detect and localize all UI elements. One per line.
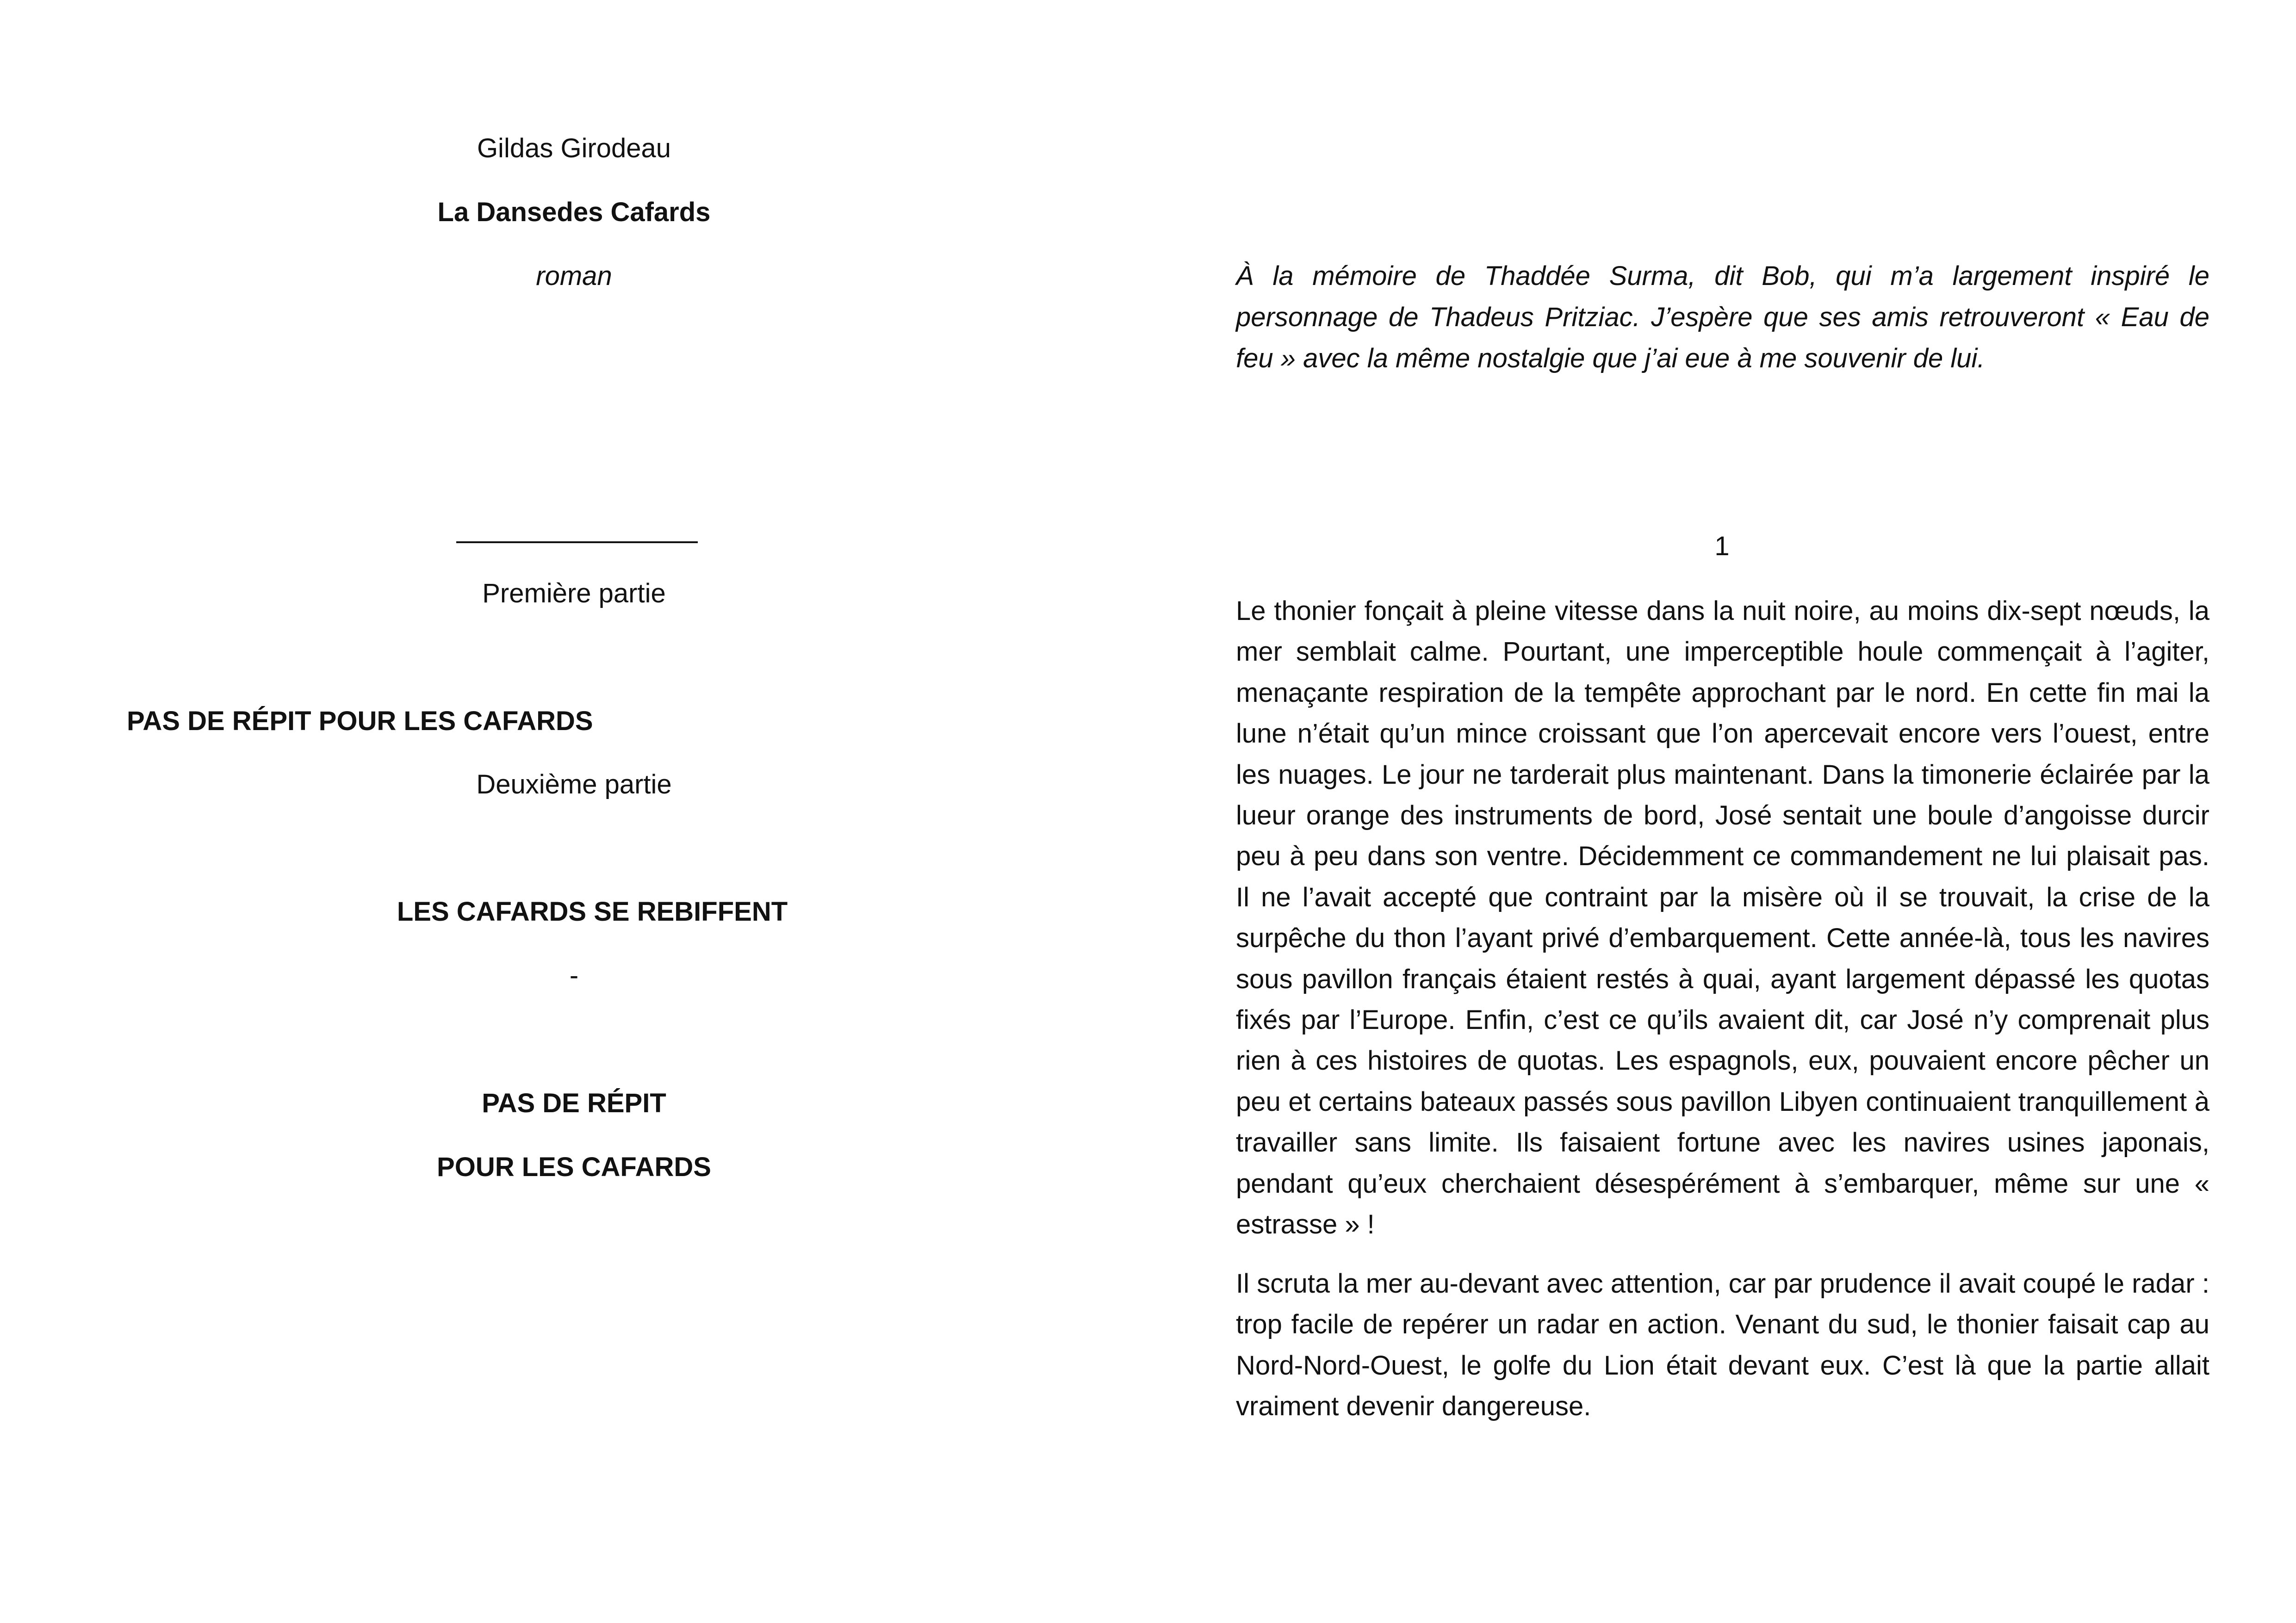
part3-title-line1: PAS DE RÉPIT <box>482 1088 666 1118</box>
part3-title-line2: POUR LES CAFARDS <box>437 1152 711 1182</box>
book-genre: roman <box>536 261 612 291</box>
author-name: Gildas Girodeau <box>477 133 671 163</box>
part2-label: Deuxième partie <box>476 769 672 799</box>
dash-separator: - <box>569 960 579 991</box>
body-paragraph-2: Il scruta la mer au-devant avec attention, car par prudence il avait coupé le radar : trop facile de repérer un radar en action. Venant du sud, le thonier faisait cap au Nord-Nord-Ouest, le golfe du Lion était devant eux. C’est là que la partie allait vraiment devenir dangereuse. <box>1236 1269 2209 1422</box>
body-paragraph-1: Le thonier fonçait à pleine vitesse dans la nuit noire, au moins dix-sept nœuds, la mer semblait calme. Pourtant, une imperceptible houle commençait à l’agiter, menaçante respiration de la tempête approchant par le nord. En cette fin mai la lune n’était qu’un mince croissant que l’on apercevait encore vers l’ouest, entre les nuages. Le jour ne tarderait plus maintenant. Dans la timonerie éclairée par la lueur orange des instruments de bord, José sentait une boule d’angoisse durcir peu à peu dans son ventre. Décidemment ce commandement ne lui plaisait pas. Il ne l’avait accepté que contraint par la misère où il se trouvait, la crise de la surpêche du thon l’ayant privé d’embarquement. Cette année-là, tous les navires sous pavillon français étaient restés à quai, ayant largement dépassé les quotas fixés par l’Europe. Enfin, c’est ce qu’ils avaient dit, car José n’y comprenait plus rien à ces histoires de quotas. Les espagnols, eux, pouvaient encore pêcher un peu et certains bateaux passés sous pavillon Libyen continuaient tranquillement à travailler sans limite. Ils faisaient fortune avec les navires usines japonais, pendant qu’eux cherchaient désespérément à s’embarquer, même sur une « estrasse » ! <box>1236 596 2209 1240</box>
chapter-number: 1 <box>1714 531 1730 561</box>
separator-rule <box>456 541 698 543</box>
dedication-text: À la mémoire de Thaddée Surma, dit Bob, qui m’a largement inspiré le personnage de Thadeus Pritziac. J’espère que ses amis retrouveront « Eau de feu » avec la même nostalgie que j’ai eue à me souvenir de lui. <box>1236 261 2209 373</box>
part1-title: PAS DE RÉPIT POUR LES CAFARDS <box>127 706 593 736</box>
right-page <box>1148 0 2296 1623</box>
part1-label: Première partie <box>482 578 666 608</box>
part2-title: LES CAFARDS SE REBIFFENT <box>397 897 788 927</box>
book-title: La Dansedes Cafards <box>437 197 711 227</box>
